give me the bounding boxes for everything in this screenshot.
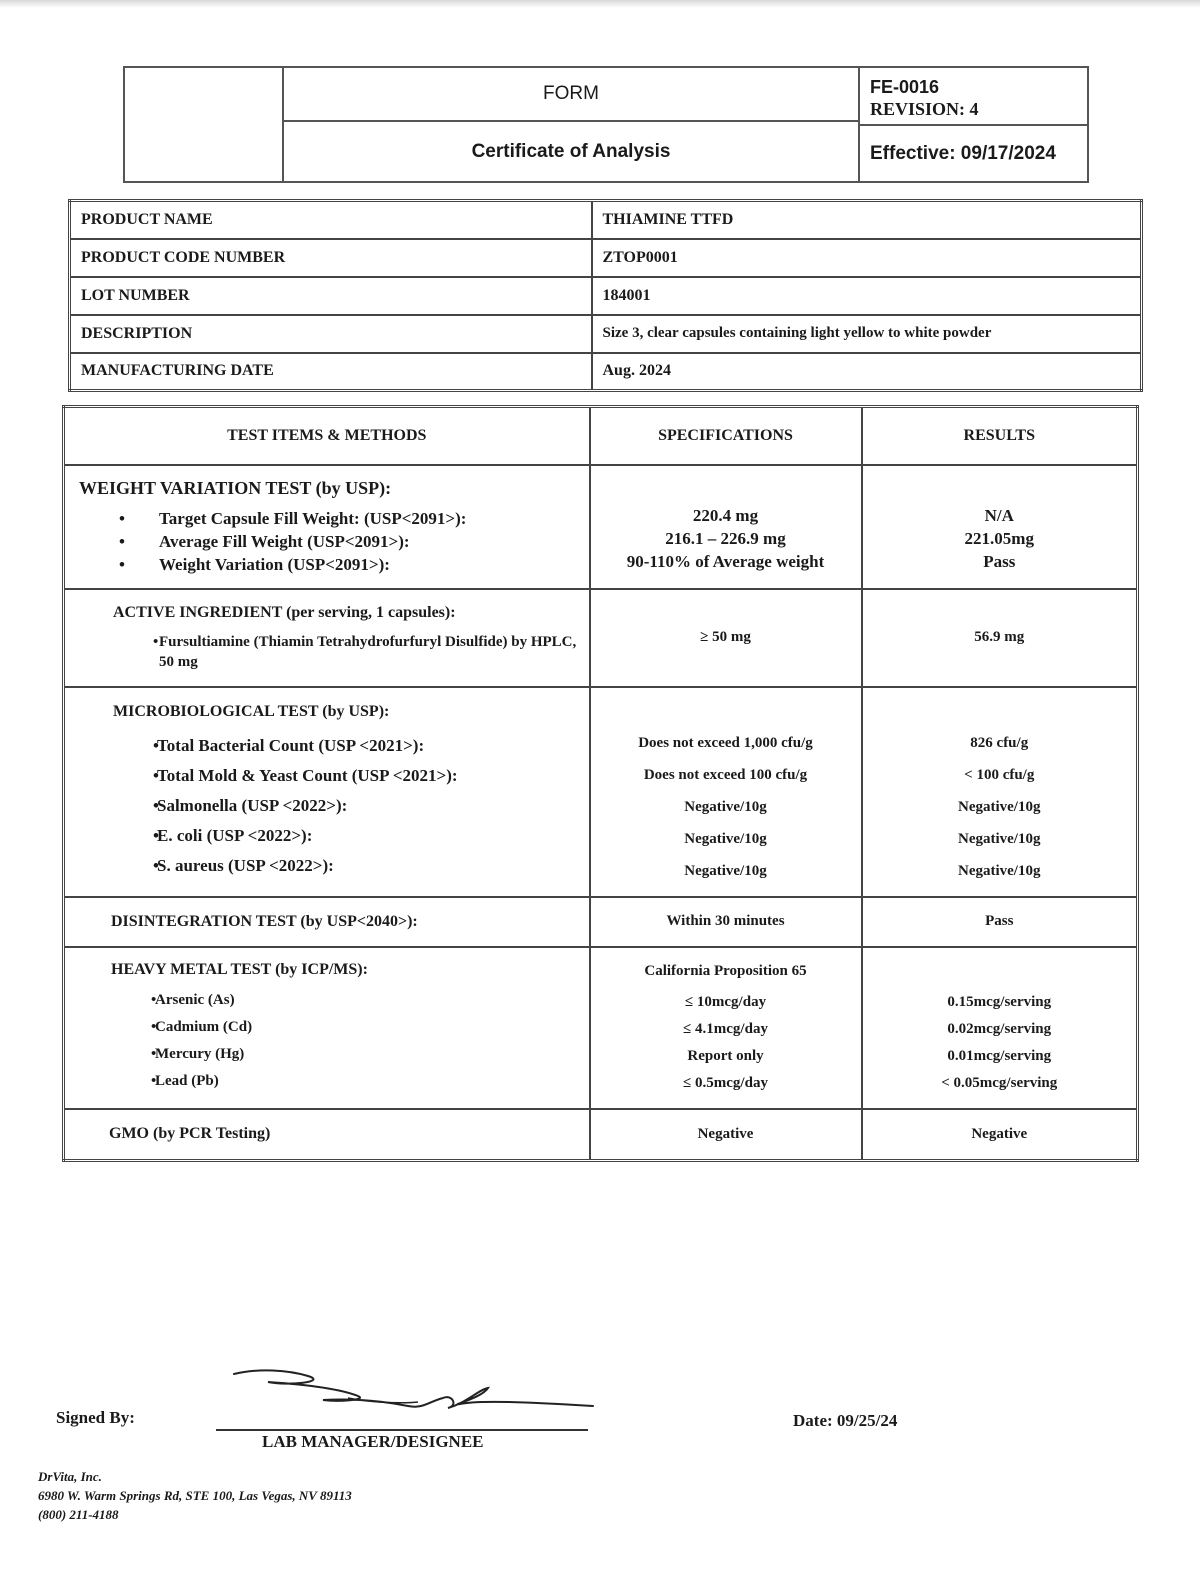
- spec-header: California Proposition 65: [644, 963, 807, 979]
- result-value: 0.01mcg/serving: [947, 1047, 1052, 1064]
- product-code-value: ZTOP0001: [592, 239, 1142, 277]
- microbiological-tests: [64, 687, 590, 897]
- heavy-metal-row: [64, 947, 1138, 1109]
- table-row: [70, 277, 1142, 315]
- active-ingredient-list: [113, 632, 579, 672]
- result-value: 221.05mg: [964, 529, 1034, 548]
- spec-value: ≤ 10mcg/day: [684, 994, 767, 1010]
- lot-number-value: 184001: [592, 277, 1142, 315]
- revision: REVISION: 4: [870, 99, 979, 119]
- lot-number-label: LOT NUMBER: [70, 277, 592, 315]
- signer-title: LAB MANAGER/DESIGNEE: [262, 1432, 484, 1451]
- heavy-metal-tests: [64, 947, 590, 1109]
- company-name: DrVita, Inc.: [38, 1469, 102, 1484]
- spec-value: Does not exceed 1,000 cfu/g: [638, 734, 813, 751]
- disintegration-title: DISINTEGRATION TEST (by USP<2040>):: [111, 912, 418, 930]
- table-header-row: [64, 407, 1138, 465]
- weight-variation-list: [79, 507, 579, 576]
- weight-variation-row: [64, 465, 1138, 589]
- signed-by-label: Signed By:: [56, 1408, 135, 1427]
- weight-variation-results: [862, 465, 1138, 589]
- scan-edge-shade: [0, 0, 1200, 8]
- result-value: 0.02mcg/serving: [947, 1020, 1052, 1037]
- heavy-metal-results: [862, 947, 1138, 1109]
- signature-date: Date: 09/25/24: [793, 1411, 898, 1430]
- gmo-title: GMO (by PCR Testing): [109, 1125, 271, 1143]
- form-number: FE-0016: [870, 77, 940, 97]
- spec-value: 90-110% of Average weight: [626, 552, 825, 571]
- heavy-metal-list: [111, 987, 579, 1095]
- list-item: • Fursultiamine (Thiamin Tetrahydrofurfuryl Disulfide) by HPLC, 50 mg: [113, 632, 579, 672]
- result-value: < 0.05mcg/serving: [941, 1074, 1058, 1091]
- spec-value: Negative/10g: [684, 830, 767, 847]
- product-info-table: [68, 199, 1143, 392]
- form-label: FORM: [284, 68, 858, 122]
- weight-variation-tests: [64, 465, 590, 589]
- result-value: Negative/10g: [958, 798, 1041, 815]
- manufacturing-date-value: Aug. 2024: [592, 353, 1142, 391]
- description-label: DESCRIPTION: [70, 315, 592, 353]
- manufacturing-date-label: MANUFACTURING DATE: [70, 353, 592, 391]
- form-meta-cell: [860, 68, 1087, 181]
- description-value: Size 3, clear capsules containing light yellow to white powder: [592, 315, 1142, 353]
- table-row: [70, 315, 1142, 353]
- result-value: Negative/10g: [958, 830, 1041, 847]
- microbiological-results: [862, 687, 1138, 897]
- microbiological-list: [113, 731, 579, 881]
- heavy-metal-title: HEAVY METAL TEST (by ICP/MS):: [111, 960, 368, 978]
- column-header-tests: TEST ITEMS & METHODS: [64, 407, 590, 465]
- spec-value: Report only: [687, 1048, 764, 1064]
- list-item: • Total Mold & Yeast Count (USP <2021>):: [113, 761, 579, 791]
- product-code-label: PRODUCT CODE NUMBER: [70, 239, 592, 277]
- list-item: • Cadmium (Cd): [111, 1014, 579, 1041]
- result-value: N/A: [984, 506, 1014, 525]
- microbiological-specs: [590, 687, 862, 897]
- form-header: [123, 66, 1089, 183]
- table-row: [70, 201, 1142, 239]
- logo-cell: [125, 68, 284, 181]
- table-row: [70, 353, 1142, 391]
- list-item: • Weight Variation (USP<2091>):: [79, 553, 579, 576]
- result-value: Negative/10g: [958, 862, 1041, 879]
- active-ingredient-tests: [64, 589, 590, 687]
- test-results-table: [62, 405, 1139, 1162]
- heavy-metal-specs: [590, 947, 862, 1109]
- result-value: 826 cfu/g: [970, 734, 1029, 751]
- spec-value: 220.4 mg: [692, 506, 759, 525]
- spec-value: Negative/10g: [684, 798, 767, 815]
- product-name-label: PRODUCT NAME: [70, 201, 592, 239]
- gmo-spec: Negative: [590, 1109, 862, 1161]
- company-phone: (800) 211-4188: [38, 1507, 119, 1522]
- signature-line: [216, 1429, 588, 1431]
- list-item: • Arsenic (As): [111, 987, 579, 1014]
- gmo-result: Negative: [862, 1109, 1138, 1161]
- document-title: Certificate of Analysis: [471, 140, 671, 162]
- company-address: 6980 W. Warm Springs Rd, STE 100, Las Vegas, NV 89113: [38, 1488, 352, 1503]
- list-item: • Lead (Pb): [111, 1068, 579, 1095]
- disintegration-spec: Within 30 minutes: [590, 897, 862, 947]
- list-item: • Mercury (Hg): [111, 1041, 579, 1068]
- weight-variation-specs: [590, 465, 862, 589]
- list-item: • Target Capsule Fill Weight: (USP<2091>):: [79, 507, 579, 530]
- gmo-test: [64, 1109, 590, 1161]
- spec-value: Negative/10g: [684, 862, 767, 879]
- column-header-results: RESULTS: [862, 407, 1138, 465]
- disintegration-test: [64, 897, 590, 947]
- weight-variation-title: WEIGHT VARIATION TEST (by USP):: [79, 477, 392, 498]
- spec-value: 216.1 – 226.9 mg: [665, 529, 786, 548]
- column-header-specifications: SPECIFICATIONS: [590, 407, 862, 465]
- result-value: Pass: [983, 552, 1016, 571]
- form-title-cell: [284, 68, 860, 181]
- list-item: • Total Bacterial Count (USP <2021>):: [113, 731, 579, 761]
- disintegration-result: Pass: [862, 897, 1138, 947]
- product-name-value: THIAMINE TTFD: [592, 201, 1142, 239]
- result-value: < 100 cfu/g: [964, 766, 1035, 783]
- company-address-block: [38, 1467, 352, 1524]
- list-item: • Salmonella (USP <2022>):: [113, 791, 579, 821]
- handwritten-signature: [228, 1362, 608, 1422]
- effective-date: Effective: 09/17/2024: [870, 142, 1056, 164]
- microbiological-title: MICROBIOLOGICAL TEST (by USP):: [113, 702, 390, 720]
- table-row: [70, 239, 1142, 277]
- spec-value: Does not exceed 100 cfu/g: [643, 766, 808, 783]
- active-ingredient-title: ACTIVE INGREDIENT (per serving, 1 capsules):: [113, 603, 456, 621]
- disintegration-row: [64, 897, 1138, 947]
- spec-value: ≤ 4.1mcg/day: [683, 1021, 768, 1037]
- active-ingredient-result: 56.9 mg: [862, 589, 1138, 687]
- gmo-row: [64, 1109, 1138, 1161]
- list-item: • S. aureus (USP <2022>):: [113, 851, 579, 881]
- form-number-block: [860, 68, 1087, 126]
- microbiological-row: [64, 687, 1138, 897]
- result-value: 0.15mcg/serving: [947, 993, 1052, 1010]
- list-item: • Average Fill Weight (USP<2091>):: [79, 530, 579, 553]
- list-item: • E. coli (USP <2022>):: [113, 821, 579, 851]
- spec-value: ≤ 0.5mcg/day: [683, 1075, 768, 1091]
- active-ingredient-spec: ≥ 50 mg: [590, 589, 862, 687]
- active-ingredient-row: [64, 589, 1138, 687]
